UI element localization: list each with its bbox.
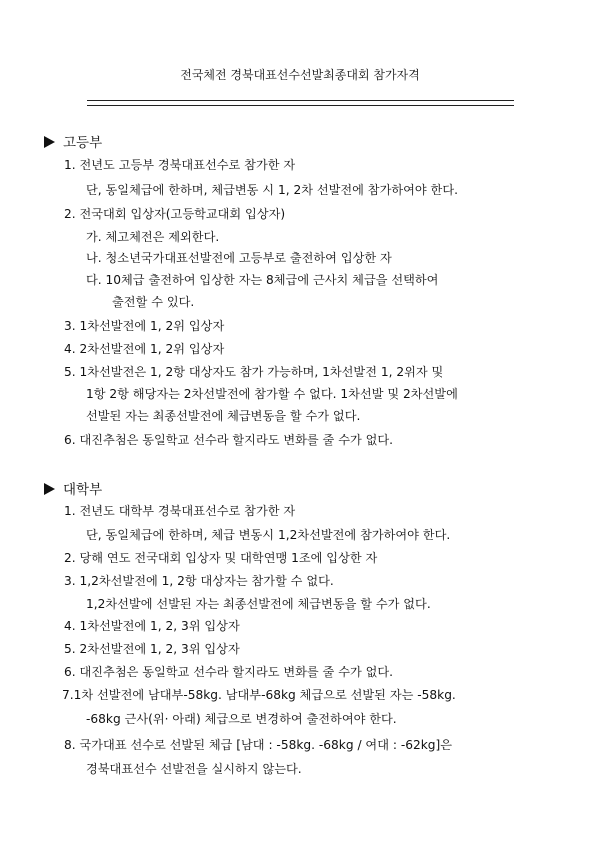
list-item: 단, 동일체급에 한하며, 체급변동 시 1, 2차 선발전에 참가하여야 한다.: [86, 183, 458, 197]
list-item: 3. 1,2차선발전에 1, 2항 대상자는 참가할 수 없다.: [64, 574, 334, 588]
list-item: 6. 대진추첨은 동일학교 선수라 할지라도 변화를 줄 수가 없다.: [64, 665, 394, 679]
section-heading-label: 대학부: [63, 482, 103, 498]
section-heading-high-school: [44, 131, 102, 151]
list-item: 7.1차 선발전에 남대부-58kg. 남대부-68kg 체급으로 선발된 자는 -58kg.: [62, 688, 456, 702]
list-item: 선발된 자는 최종선발전에 체급변동을 할 수가 없다.: [86, 409, 361, 423]
list-item: 6. 대진추첨은 동일학교 선수라 할지라도 변화를 줄 수가 없다.: [64, 433, 394, 447]
section-heading-label: 고등부: [63, 135, 103, 151]
list-item: 3. 1차선발전에 1, 2위 입상자: [64, 319, 225, 333]
title-double-rule: [87, 100, 514, 106]
list-item: 1항 2항 해당자는 2차선발전에 참가할 수 없다. 1차선발 및 2차선발에: [86, 387, 458, 401]
list-item: 출전할 수 있다.: [112, 295, 195, 309]
list-item: 단, 동일체급에 한하며, 체급 변동시 1,2차선발전에 참가하여야 한다.: [86, 528, 451, 542]
list-item: 8. 국가대표 선수로 선발된 체급 [남대 : -58kg. -68kg / 여대 : -62kg]은: [64, 738, 453, 752]
section-heading-university: [44, 478, 102, 498]
list-item: 경북대표선수 선발전을 실시하지 않는다.: [86, 762, 302, 776]
list-item: 5. 1차선발전은 1, 2항 대상자도 참가 가능하며, 1차선발전 1, 2위자 및: [64, 365, 444, 379]
page-title: 전국체전 경북대표선수선발최종대회 참가자격: [180, 68, 420, 82]
list-item: 2. 전국대회 입상자(고등학교대회 입상자): [64, 207, 286, 221]
list-item: 가. 체고체전은 제외한다.: [86, 230, 220, 244]
list-item: 1,2차선발에 선발된 자는 최종선발전에 체급변동을 할 수가 없다.: [86, 597, 431, 611]
triangle-bullet-icon: [44, 483, 55, 495]
list-item: 5. 2차선발전에 1, 2, 3위 입상자: [64, 642, 240, 656]
triangle-bullet-icon: [44, 136, 55, 148]
list-item: 2. 당해 연도 전국대회 입상자 및 대학연맹 1조에 입상한 자: [64, 551, 378, 565]
list-item: -68kg 근사(위· 아래) 체급으로 변경하여 출전하여야 한다.: [86, 712, 397, 726]
list-item: 1. 전년도 대학부 경북대표선수로 참가한 자: [64, 504, 296, 518]
list-item: 나. 청소년국가대표선발전에 고등부로 출전하여 입상한 자: [86, 251, 392, 265]
list-item: 1. 전년도 고등부 경북대표선수로 참가한 자: [64, 158, 296, 172]
list-item: 4. 1차선발전에 1, 2, 3위 입상자: [64, 619, 240, 633]
list-item: 4. 2차선발전에 1, 2위 입상자: [64, 342, 225, 356]
list-item: 다. 10체급 출전하여 입상한 자는 8체급에 근사치 체급을 선택하여: [86, 273, 439, 287]
